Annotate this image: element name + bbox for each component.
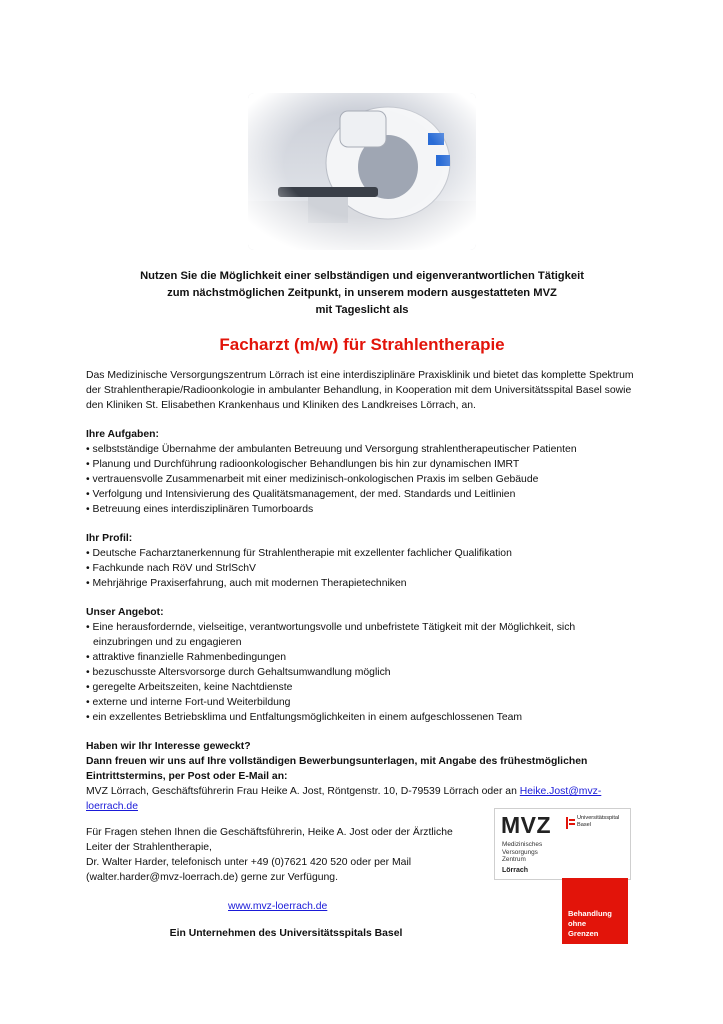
slogan-line: ohne — [568, 919, 587, 928]
angebot-heading: Unser Angebot: — [86, 607, 164, 618]
aufgaben-list — [86, 442, 634, 517]
company-description: Das Medizinische Versorgungszentrum Lörrach ist eine interdisziplinäre Praxisklinik und bietet das komplette Spektrum der Strahlentherapie/Radioonkologie in ambulanter Behandlung, in Kooperation mit dem Universitätsspital Basel sowie den Kliniken St. Elisabethen Krankenhaus und Kliniken des Landkreises Lörrach, an. — [86, 370, 634, 411]
list-item: • Mehrjährige Praxiserfahrung, auch mit modernen Therapietechniken — [86, 576, 634, 591]
website-link[interactable]: www.mvz-loerrach.de — [228, 901, 328, 912]
section-angebot — [86, 605, 634, 725]
intro-line-1: Nutzen Sie die Möglichkeit einer selbständigen und eigenverantwortlichen Tätigkeit — [140, 270, 584, 282]
mvz-subtitle — [502, 841, 542, 864]
profil-list — [86, 546, 634, 591]
mvz-logo — [494, 808, 631, 880]
list-item: • Planung und Durchführung radioonkologischer Behandlungen bis hin zur dynamischen IMRT — [86, 457, 634, 472]
slogan-line: Behandlung — [568, 909, 612, 918]
list-item: • Deutsche Facharztanerkennung für Strahlentherapie mit exzellenter fachlicher Qualifikation — [86, 546, 634, 561]
section-apply — [86, 739, 634, 814]
mvz-sub-line: Zentrum — [502, 856, 526, 864]
mvz-sub-line: Versorgungs — [502, 848, 538, 856]
email-link[interactable]: Heike.Jost@mvz-loerrach.de — [86, 786, 602, 812]
contact-line-4: (walter.harder@mvz-loerrach.de) gerne zur Verfügung. — [86, 872, 338, 883]
intro-line-3: mit Tageslicht als — [315, 304, 409, 316]
list-item: • Betreuung eines interdisziplinären Tumorboards — [86, 502, 634, 517]
contact-info — [86, 825, 486, 885]
list-item: • vertrauensvolle Zusammenarbeit mit einer medizinisch-onkologischen Praxis im selben Gebäude — [86, 472, 634, 487]
list-item: • bezuschusste Altersvorsorge durch Gehaltsumwandlung möglich — [86, 665, 634, 680]
intro-line-2: zum nächstmöglichen Zeitpunkt, in unserem modern ausgestatteten MVZ — [167, 287, 557, 299]
usb-name — [577, 815, 619, 828]
list-item: • geregelte Arbeitszeiten, keine Nachtdienste — [86, 680, 634, 695]
usb-cross-icon — [566, 816, 575, 834]
job-description — [86, 368, 634, 814]
contact-line-3: Dr. Walter Harder, telefonisch unter +49 (0)7621 420 520 oder per Mail — [86, 857, 412, 868]
contact-line-1: Für Fragen stehen Ihnen die Geschäftsführerin, Heike A. Jost oder der Ärztliche — [86, 827, 453, 838]
apply-instructions: Dann freuen wir uns auf Ihre vollständigen Bewerbungsunterlagen, mit Angabe des frühestmöglichen Eintrittstermins, per Post oder E-Mail an: — [86, 756, 588, 782]
address-text: MVZ Lörrach, Geschäftsführerin Frau Heike A. Jost, Röntgenstr. 10, D-79539 Lörrach oder an — [86, 786, 520, 797]
intro-text — [86, 268, 638, 319]
list-item: • ein exzellentes Betriebsklima und Entfaltungsmöglichkeiten in einem aufgeschlossenen Team — [86, 710, 634, 725]
section-aufgaben — [86, 427, 634, 517]
usb-line: Basel — [577, 821, 591, 828]
slogan-box — [562, 878, 628, 944]
usb-line: Universitätsspital — [577, 815, 620, 821]
footer-text: Ein Unternehmen des Universitätsspitals Basel — [169, 928, 403, 939]
mvz-sub-line: Medizinisches — [502, 841, 543, 848]
job-title: Facharzt (m/w) für Strahlentherapie — [219, 335, 505, 354]
aufgaben-heading: Ihre Aufgaben: — [86, 429, 159, 440]
profil-heading: Ihr Profil: — [86, 533, 133, 544]
mvz-wordmark: MVZ — [501, 812, 552, 838]
slogan-line: Grenzen — [568, 929, 599, 938]
radiotherapy-photo — [248, 93, 476, 250]
list-item: • attraktive finanzielle Rahmenbedingungen — [86, 650, 634, 665]
mvz-city: Lörrach — [502, 867, 529, 874]
contact-line-2: Leiter der Strahlentherapie, — [86, 842, 212, 853]
slogan-text — [568, 909, 612, 939]
angebot-list — [86, 620, 634, 725]
section-profil — [86, 531, 634, 591]
list-item: • Fachkunde nach RöV und StrlSchV — [86, 561, 634, 576]
list-item: • selbstständige Übernahme der ambulanten Betreuung und Versorgung strahlentherapeutischer Patienten — [86, 442, 634, 457]
list-item: • Verfolgung und Intensivierung des Qualitätsmanagement, der med. Standards und Leitlinien — [86, 487, 634, 502]
list-item: • externe und interne Fort-und Weiterbildung — [86, 695, 634, 710]
list-item: • Eine herausfordernde, vielseitige, verantwortungsvolle und unbefristete Tätigkeit mit der Möglichkeit, sich einzubringen und zu engagieren — [86, 620, 634, 650]
apply-heading: Haben wir Ihr Interesse geweckt? — [86, 741, 251, 752]
